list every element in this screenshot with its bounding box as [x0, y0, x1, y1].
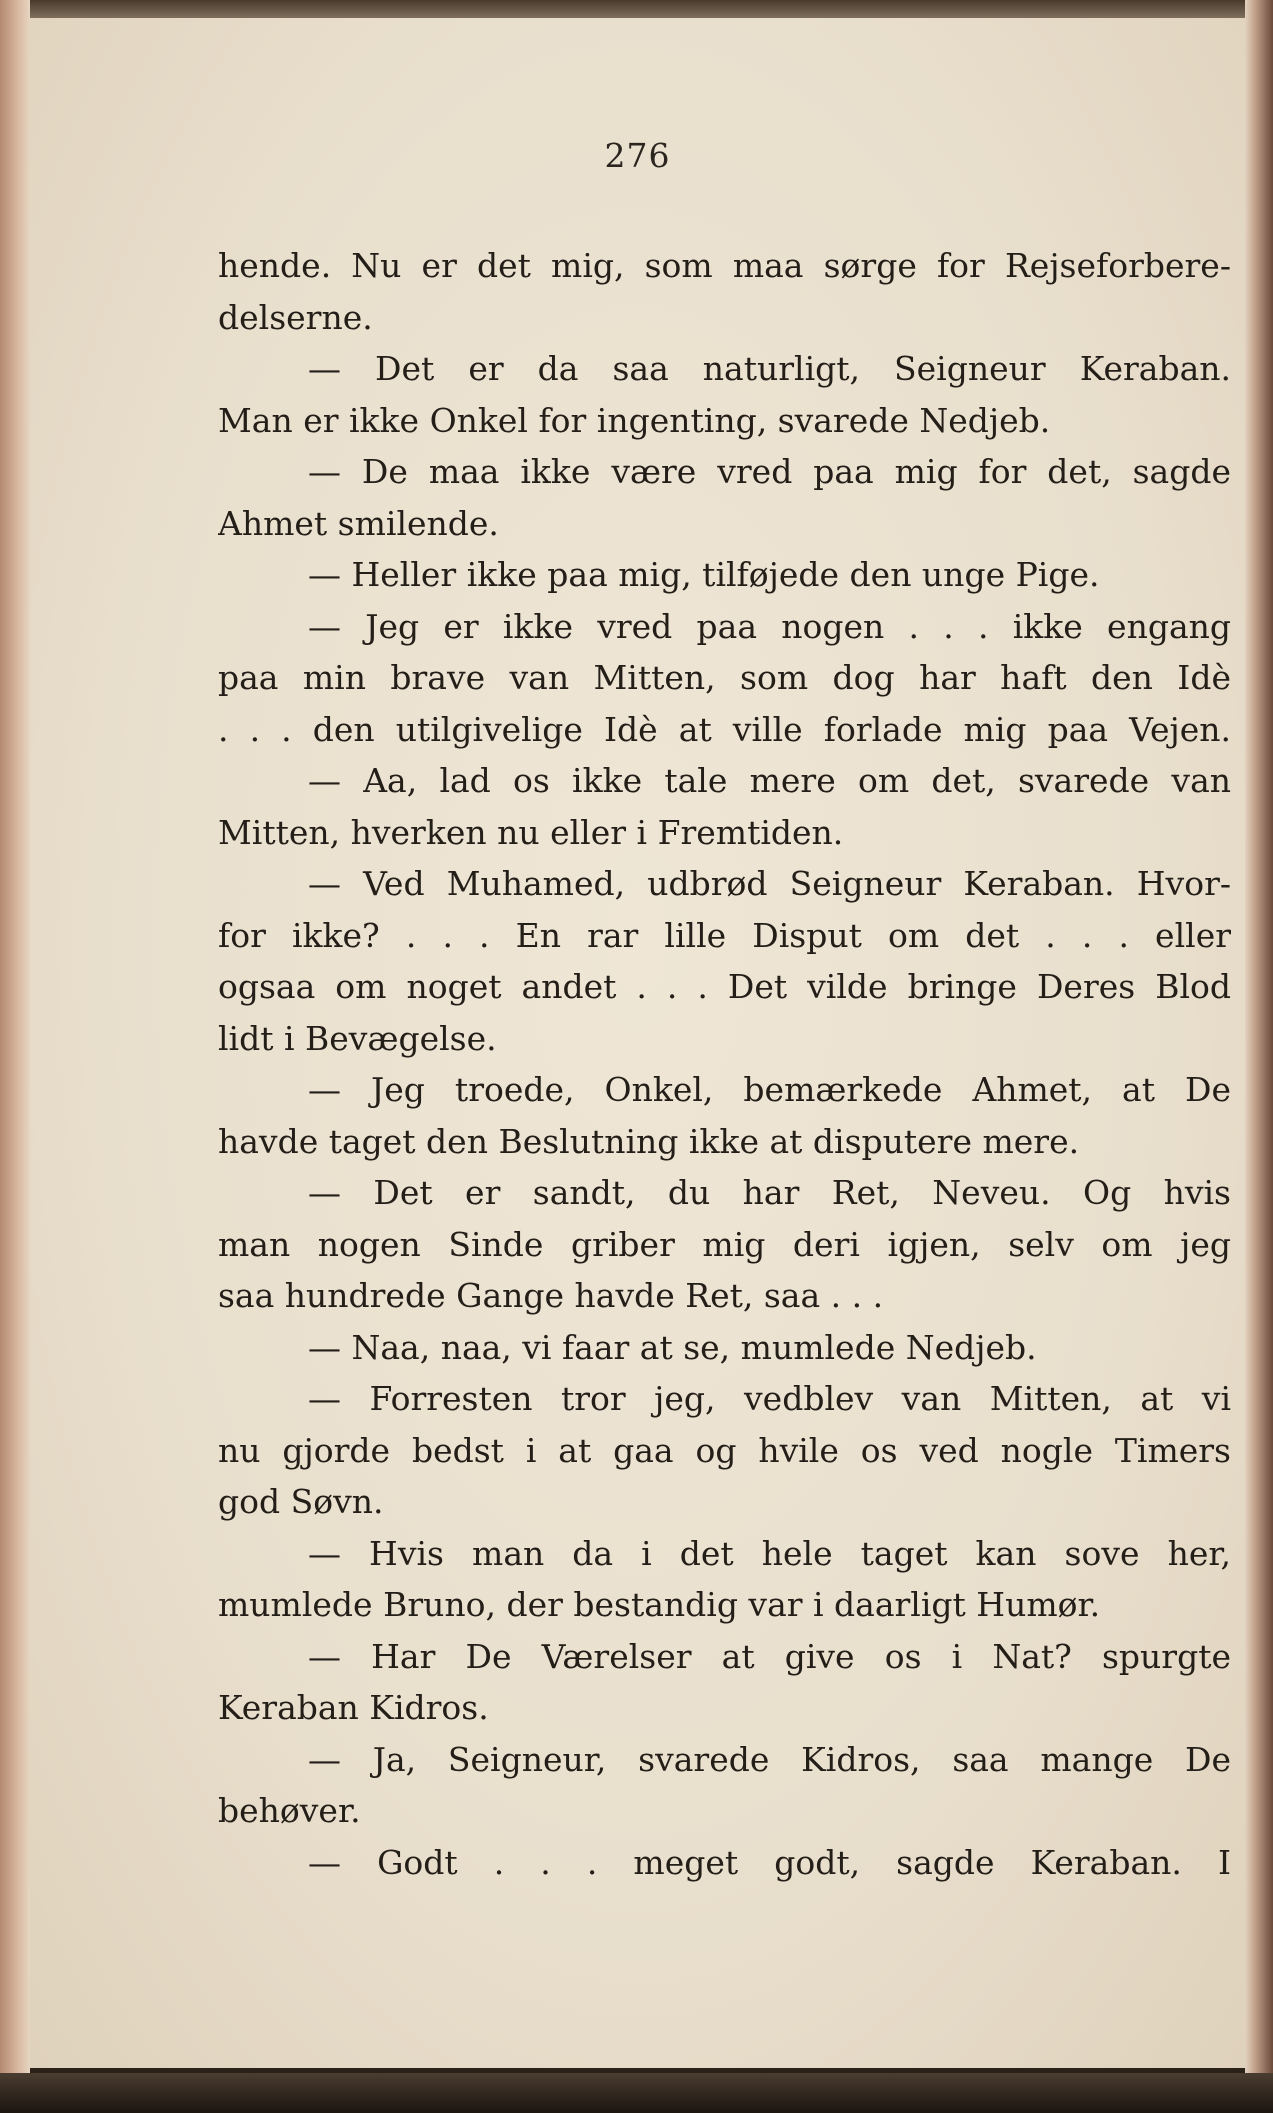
text-line: Keraban Kidros.: [218, 1688, 489, 1727]
text-line: — Jeg er ikke vred paa nogen . . . ikke engang: [308, 606, 1231, 646]
book-spine-edge: [0, 0, 30, 2113]
text-line: — Jeg troede, Onkel, bemærkede Ahmet, at De: [308, 1070, 1231, 1109]
text-line: hende. Nu er det mig, som maa sørge for Rejseforbere-: [218, 246, 1231, 285]
text-line: nu gjorde bedst i at gaa og hvile os ved nogle Timers: [218, 1430, 1231, 1470]
text-line: — Godt . . . meget godt, sagde Keraban. I: [308, 1842, 1231, 1882]
text-line: Ahmet smilende.: [218, 503, 499, 543]
text-line: god Søvn.: [218, 1482, 384, 1521]
text-line: Mitten, hverken nu eller i Fremtiden.: [218, 812, 844, 852]
text-line: — Det er da saa naturligt, Seigneur Keraban.: [308, 349, 1231, 388]
text-line: mumlede Bruno, der bestandig var i daarligt Humør.: [218, 1585, 1101, 1624]
text-line: — Naa, naa, vi faar at se, mumlede Nedjeb.: [308, 1327, 1037, 1367]
text-line: — Ved Muhamed, udbrød Seigneur Keraban. Hvor-: [308, 864, 1231, 903]
book-fore-edge: [1245, 0, 1273, 2113]
page-text: [218, 240, 1231, 1888]
text-line: — Hvis man da i det hele taget kan sove her,: [308, 1533, 1231, 1573]
text-line: man nogen Sinde griber mig deri igjen, selv om jeg: [218, 1224, 1231, 1264]
text-line: for ikke? . . . En rar lille Disput om det . . . eller: [218, 915, 1231, 955]
text-line: — Aa, lad os ikke tale mere om det, svarede van: [308, 761, 1231, 800]
text-line: Man er ikke Onkel for ingenting, svarede Nedjeb.: [218, 400, 1051, 440]
text-line: ogsaa om noget andet . . . Det vilde bringe Deres Blod: [218, 967, 1231, 1006]
page-number: 276: [604, 136, 671, 175]
text-line: — Forresten tror jeg, vedblev van Mitten, at vi: [308, 1379, 1231, 1418]
text-line: — Det er sandt, du har Ret, Neveu. Og hvis: [308, 1173, 1231, 1212]
text-line: — De maa ikke være vred paa mig for det, sagde: [308, 452, 1231, 491]
text-line: — Ja, Seigneur, svarede Kidros, saa mange De: [308, 1739, 1231, 1779]
book-bottom-edge: [0, 2073, 1273, 2113]
book-page: [30, 18, 1245, 2068]
text-line: havde taget den Beslutning ikke at disputere mere.: [218, 1121, 1080, 1161]
text-line: lidt i Bevægelse.: [218, 1018, 497, 1058]
text-line: paa min brave van Mitten, som dog har haft den Idè: [218, 658, 1231, 697]
text-line: behøver.: [218, 1791, 361, 1830]
text-line: . . . den utilgivelige Idè at ville forlade mig paa Vejen.: [218, 709, 1231, 749]
text-line: — Har De Værelser at give os i Nat? spurgte: [308, 1636, 1231, 1676]
text-line: saa hundrede Gange havde Ret, saa . . .: [218, 1276, 884, 1315]
text-line: delserne.: [218, 297, 373, 337]
text-line: — Heller ikke paa mig, tilføjede den unge Pige.: [308, 555, 1100, 594]
